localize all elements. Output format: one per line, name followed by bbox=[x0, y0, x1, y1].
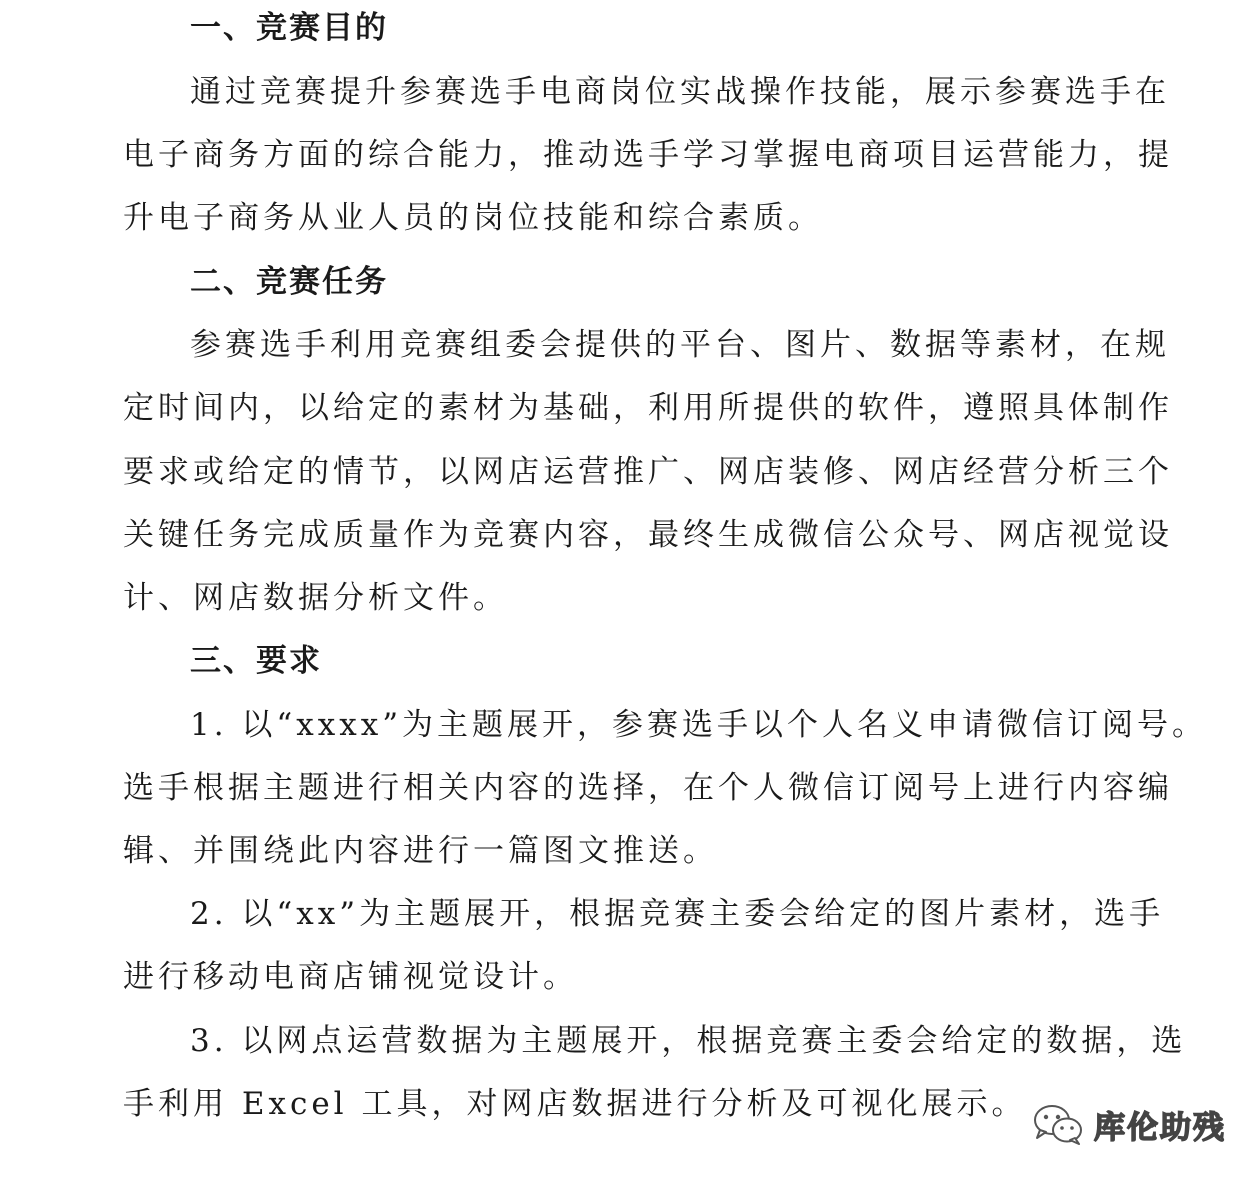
paragraph-line: 进行移动电商店铺视觉设计。 bbox=[123, 959, 578, 995]
wechat-icon bbox=[1032, 1102, 1084, 1146]
paragraph-line: 关键任务完成质量作为竞赛内容，最终生成微信公众号、网店视觉设 bbox=[123, 517, 1173, 553]
paragraph-line: 升电子商务从业人员的岗位技能和综合素质。 bbox=[123, 200, 823, 236]
requirement-item-1: 1. 以“xxxx”为主题展开，参赛选手以个人名义申请微信订阅号。 bbox=[190, 707, 1208, 743]
requirement-item-3: 3. 以网点运营数据为主题展开，根据竞赛主委会给定的数据，选 bbox=[190, 1023, 1187, 1059]
section-heading-requirements: 三、要求 bbox=[190, 643, 322, 679]
paragraph-line: 要求或给定的情节，以网店运营推广、网店装修、网店经营分析三个 bbox=[123, 454, 1173, 490]
paragraph-line: 选手根据主题进行相关内容的选择，在个人微信订阅号上进行内容编 bbox=[123, 770, 1173, 806]
section-heading-purpose: 一、竞赛目的 bbox=[190, 10, 388, 46]
paragraph-line: 通过竞赛提升参赛选手电商岗位实战操作技能，展示参赛选手在 bbox=[190, 74, 1170, 110]
requirement-item-2: 2. 以“xx”为主题展开，根据竞赛主委会给定的图片素材，选手 bbox=[190, 896, 1165, 932]
paragraph-line: 手利用 Excel 工具，对网店数据进行分析及可视化展示。 bbox=[123, 1086, 1027, 1122]
paragraph-line: 计、网店数据分析文件。 bbox=[123, 580, 508, 616]
paragraph-line: 参赛选手利用竞赛组委会提供的平台、图片、数据等素材，在规 bbox=[190, 327, 1170, 363]
watermark bbox=[1032, 1100, 1226, 1148]
paragraph-line: 辑、并围绕此内容进行一篇图文推送。 bbox=[123, 833, 718, 869]
section-heading-tasks: 二、竞赛任务 bbox=[190, 264, 388, 300]
paragraph-line: 电子商务方面的综合能力，推动选手学习掌握电商项目运营能力，提 bbox=[123, 137, 1173, 173]
watermark-text: 库伦助残 bbox=[1094, 1109, 1226, 1146]
paragraph-line: 定时间内，以给定的素材为基础，利用所提供的软件，遵照具体制作 bbox=[123, 390, 1173, 426]
